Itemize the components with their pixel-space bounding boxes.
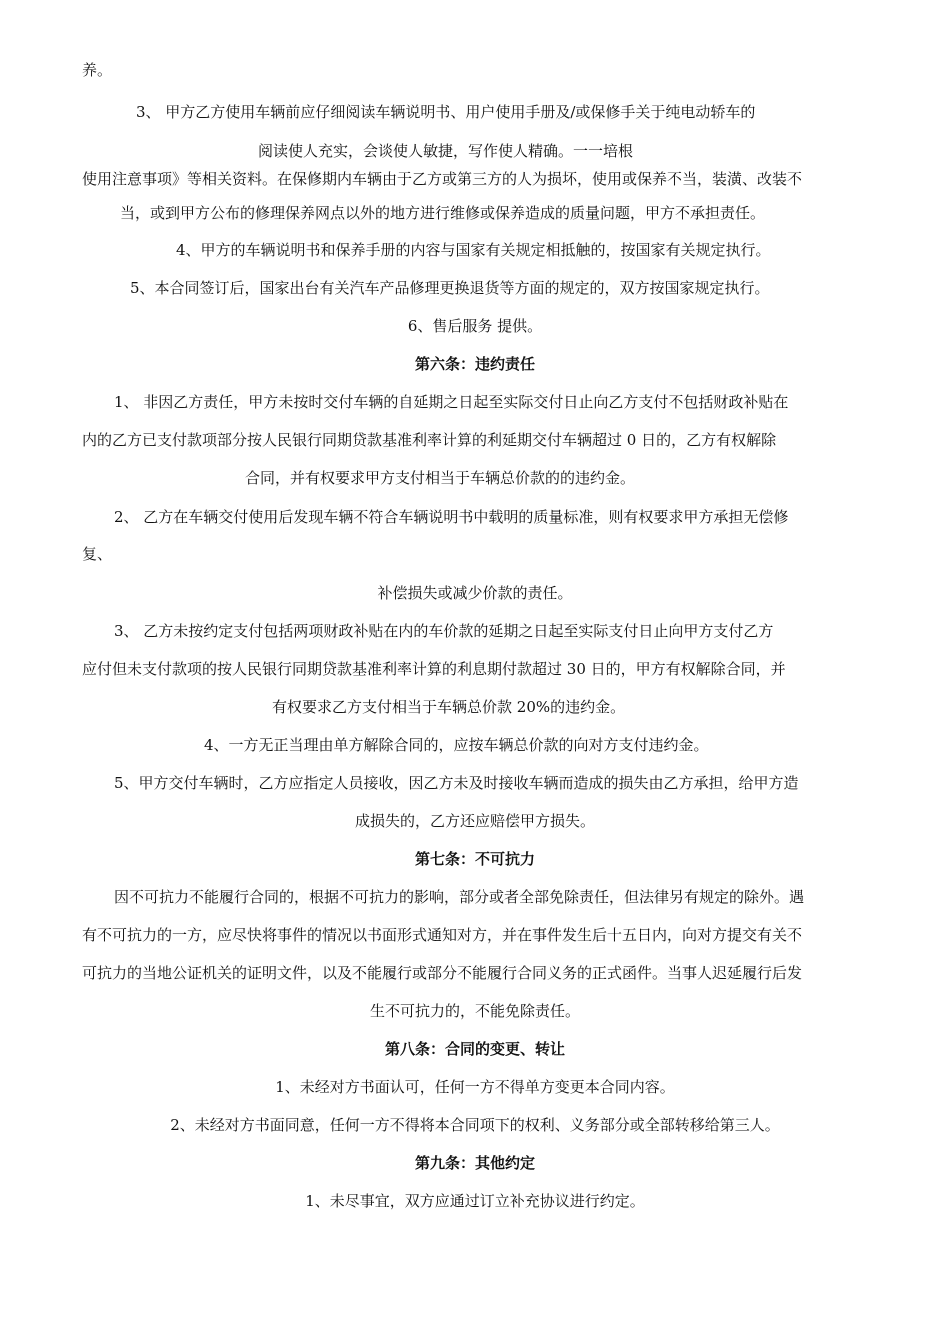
- clause-6-item-2-line-3: 补偿损失或减少价款的责任。: [377, 584, 573, 602]
- clause-7-line-1: 因不可抗力不能履行合同的，根据不可抗力的影响，部分或者全部免除责任，但法律另有规定的除外。遇: [114, 888, 805, 906]
- section-heading-6: 第六条：违约责任: [414, 355, 535, 373]
- clause-5-item-3-line-3: 当，或到甲方公布的修理保养网点以外的地方进行维修或保养造成的质量问题，甲方不承担责任。: [120, 204, 766, 222]
- clause-8-item-1: 1、未经对方书面认可，任何一方不得单方变更本合同内容。: [275, 1078, 675, 1096]
- section-heading-9: 第九条：其他约定: [414, 1154, 535, 1172]
- clause-6-item-3-line-2: 应付但未支付款项的按人民银行同期贷款基准利率计算的利息期付款超过 30 日的，甲方有权解除合同，并: [82, 660, 786, 678]
- clause-5-item-3-line-1: 3、 甲方乙方使用车辆前应仔细阅读车辆说明书、用户使用手册及/或保修手关于纯电动轿车的: [136, 103, 756, 121]
- clause-7-line-4: 生不可抗力的，不能免除责任。: [369, 1002, 580, 1020]
- clause-6-item-1-line-2: 内的乙方已支付款项部分按人民银行同期贷款基准利率计算的利延期交付车辆超过 0 日的，乙方有权解除: [82, 431, 777, 449]
- clause-6-item-5-line-1: 5、甲方交付车辆时，乙方应指定人员接收，因乙方未及时接收车辆而造成的损失由乙方承担，给甲方造: [114, 774, 799, 792]
- clause-6-item-5-line-2: 成损失的，乙方还应赔偿甲方损失。: [354, 812, 595, 830]
- clause-6-item-1-line-3: 合同，并有权要求甲方支付相当于车辆总价款的的违约金。: [245, 469, 636, 487]
- clause-6-item-4: 4、一方无正当理由单方解除合同的，应按车辆总价款的向对方支付违约金。: [204, 736, 709, 754]
- clause-9-item-1: 1、未尽事宜，双方应通过订立补充协议进行约定。: [305, 1192, 645, 1210]
- section-heading-8: 第八条：合同的变更、转让: [384, 1040, 565, 1058]
- text-line: 养。: [82, 61, 113, 79]
- clause-7-line-3: 可抗力的当地公证机关的证明文件，以及不能履行或部分不能履行合同义务的正式函件。当事人迟延履行后发: [82, 964, 803, 982]
- clause-5-item-6: 6、售后服务 提供。: [407, 317, 543, 335]
- quote-line: 阅读使人充实，会谈使人敏捷，写作使人精确。一一培根: [258, 142, 634, 160]
- clause-6-item-1-line-1: 1、 非因乙方责任，甲方未按时交付车辆的自延期之日起至实际交付日止向乙方支付不包括财政补贴在: [114, 393, 789, 411]
- clause-6-item-3-line-3: 有权要求乙方支付相当于车辆总价款 20%的违约金。: [272, 698, 626, 716]
- clause-6-item-2-line-2: 复、: [82, 545, 113, 563]
- clause-8-item-2: 2、未经对方书面同意，任何一方不得将本合同项下的权利、义务部分或全部转移给第三人。: [170, 1116, 780, 1134]
- clause-5-item-4: 4、甲方的车辆说明书和保养手册的内容与国家有关规定相抵触的，按国家有关规定执行。: [176, 241, 771, 259]
- clause-6-item-2-line-1: 2、 乙方在车辆交付使用后发现车辆不符合车辆说明书中载明的质量标准，则有权要求甲方承担无偿修: [114, 508, 789, 526]
- clause-5-item-5: 5、本合同签订后，国家出台有关汽车产品修理更换退货等方面的规定的，双方按国家规定执行。: [130, 279, 770, 297]
- clause-6-item-3-line-1: 3、 乙方未按约定支付包括两项财政补贴在内的车价款的延期之日起至实际支付日止向甲方支付乙方: [114, 622, 774, 640]
- section-heading-7: 第七条：不可抗力: [414, 850, 535, 868]
- clause-5-item-3-line-2: 使用注意事项》等相关资料。在保修期内车辆由于乙方或第三方的人为损坏，使用或保养不当，装潢、改装不: [82, 170, 803, 188]
- clause-7-line-2: 有不可抗力的一方，应尽快将事件的情况以书面形式通知对方，并在事件发生后十五日内，向对方提交有关不: [82, 926, 803, 944]
